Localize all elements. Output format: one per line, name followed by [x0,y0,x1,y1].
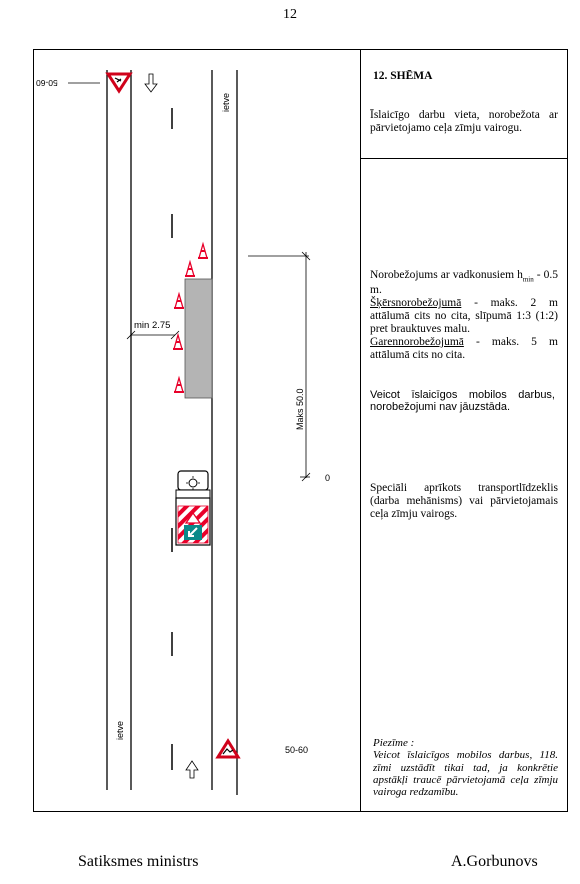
mobile-works-note: Veicot īslaicīgos mobilos darbus, norobežojumi nav jāuzstāda. [370,389,555,414]
speed-label-top: 50-60 [36,78,58,88]
page-number: 12 [283,7,297,22]
zero-label: 0 [325,473,331,483]
direction-arrow-down-icon [145,74,157,92]
road-works-sign-top-icon [108,74,130,91]
scheme-title: 12. SHĒMA [373,70,433,82]
footnote-title: Piezīme : [373,737,415,749]
signatory-title: Satiksmes ministrs [78,853,199,870]
vehicle-description: Speciāli aprīkots transportlīdzeklis (darba mehānisms) vai pārvietojamais ceļa zīmju vairogs. [370,482,558,520]
cones-rules: Norobežojums ar vadkonusiem $h_{min} - 0.5$ m. Šķērsnorobežojumā - maks. 2 m attālumā cits no cita, slīpumā 1:3 (1:2) pret brauktuves malu. Garennorobežojumā - maks. 5 m attālumā cits no cita. [370,269,558,361]
scheme-description: Īslaicīgo darbu vieta, norobežota ar pārvietojamo ceļa zīmju vairogu. [370,109,558,134]
signatory-name: A.Gorbunovs [451,853,538,870]
direction-arrow-up-icon [186,761,198,778]
sidewalk-label-left: ietve [115,720,125,740]
footnote [373,737,558,799]
work-zone-area [185,279,212,398]
speed-label-bottom: 50-60 [285,745,309,755]
max-distance-label: Maks 50.0 [295,388,305,430]
sidewalk-label-right: ietve [221,92,231,112]
footnote-text: Veicot īslaicīgos mobilos darbus, 118. zīmi uzstādīt tikai tad, ja konkrētie apstākļi traucē pārvietojamā ceļa zīmju vairoga redzamību. [373,749,558,799]
min-distance-label: min 2.75 [134,320,171,331]
road-works-sign-bottom-icon [218,741,238,757]
